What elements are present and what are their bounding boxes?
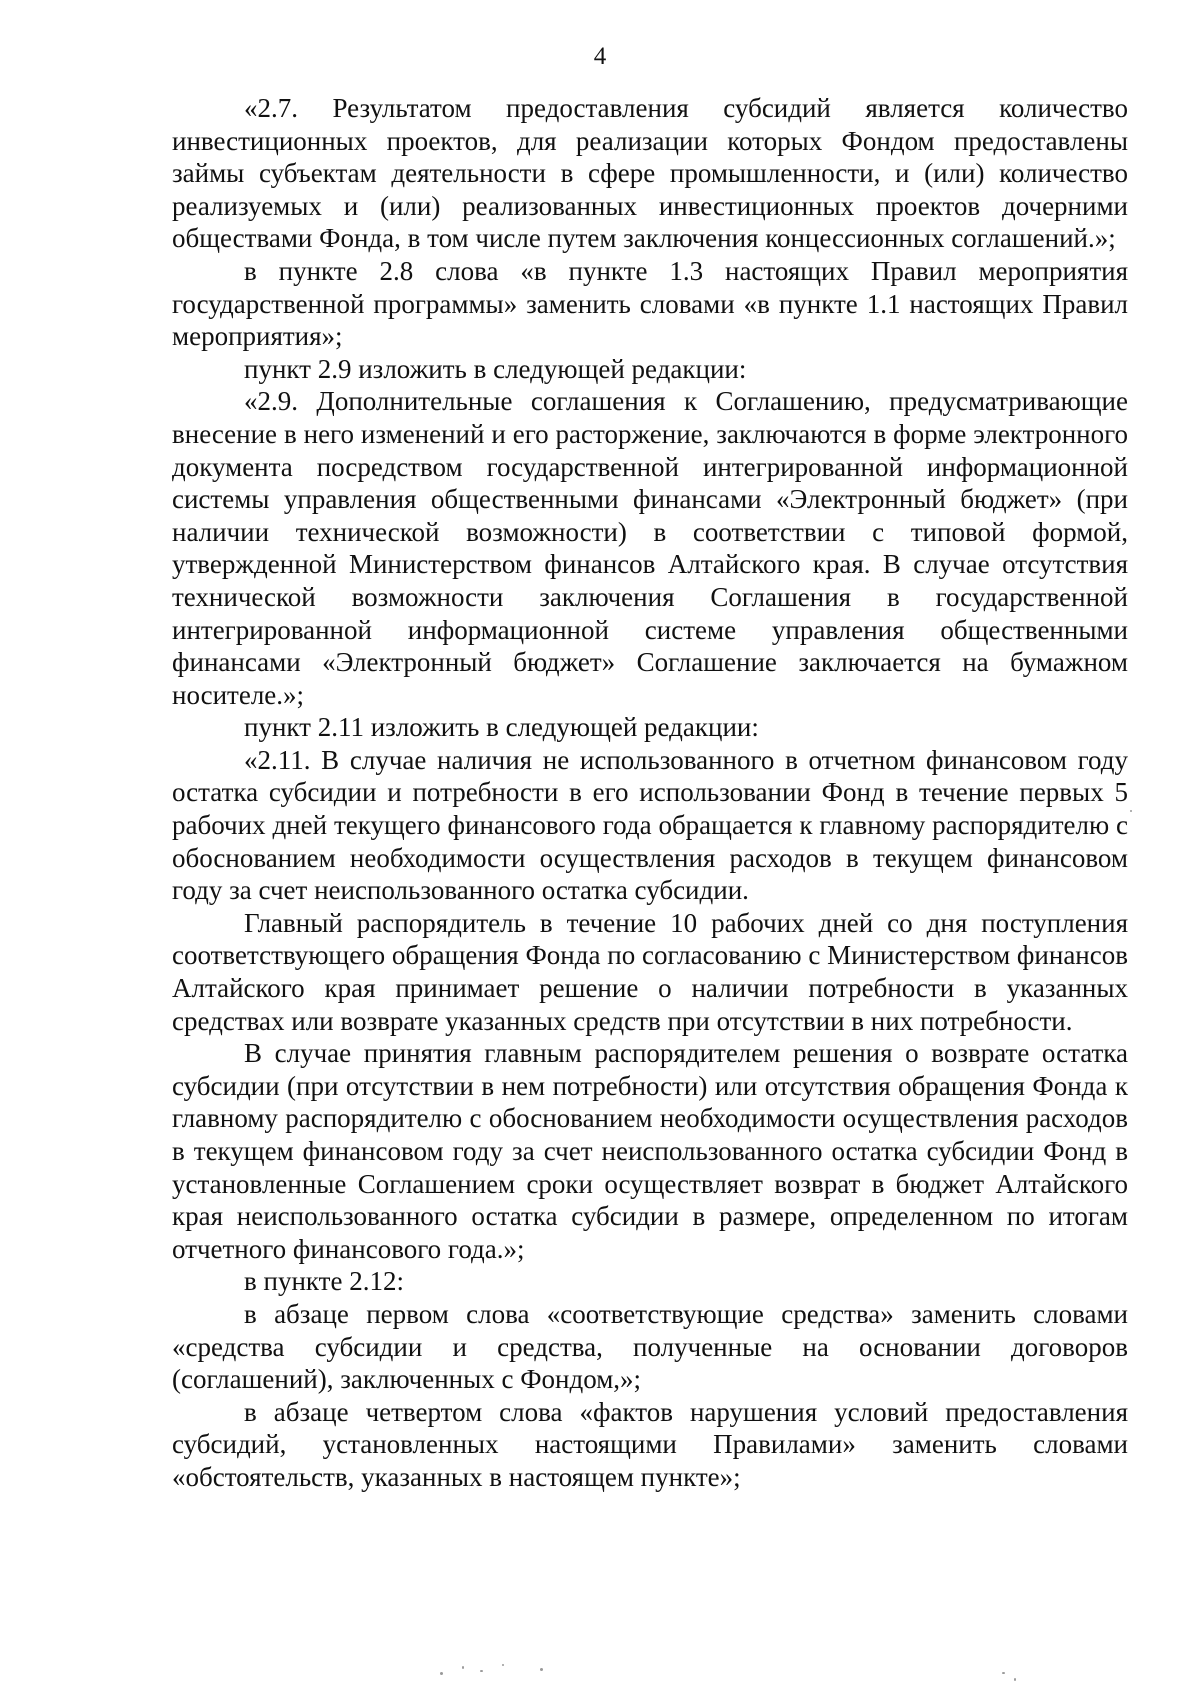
scan-speck	[462, 1666, 464, 1669]
paragraph-2-11: «2.11. В случае наличия не использованного в отчетном финансовом году остатка субсидии и потребности в его использовании Фонд в течение первых 5 рабочих дней текущего финансового года обращается к главному распорядителю с обоснованием необходимости осуществления расходов в текущем финансовом году за счет неиспользованного остатка субсидии.	[172, 744, 1128, 906]
paragraph-main-distributor: Главный распорядитель в течение 10 рабочих дней со дня поступления соответствующего обращения Фонда по согласованию с Министерством финансов Алтайского края принимает решение о наличии потребности в указанных средствах или возврате указанных средств при отсутствии в них потребности.	[172, 907, 1128, 1036]
scan-speck	[1002, 1672, 1005, 1674]
paragraph-refund-case: В случае принятия главным распорядителем решения о возврате остатка субсидии (при отсутствии в нем потребности) или отсутствия обращения Фонда к главному распорядителю с обоснованием необходимости осуществления расходов в текущем финансовом году за счет неиспользованного остатка субсидии Фонд в установленные Соглашением сроки осуществляет возврат в бюджет Алтайского края неиспользованного остатка субсидии в размере, определенном по итогам отчетного финансового года.»;	[172, 1038, 1128, 1264]
scan-speck	[480, 1670, 483, 1672]
paragraph-2-12-first: в абзаце первом слова «соответствующие средства» заменить словами «средства субсидии и средства, полученные на основании договоров (соглашений), заключенных с Фондом,»;	[172, 1298, 1128, 1395]
scan-speck	[540, 1668, 543, 1671]
paragraph-point-2-9-intro: пункт 2.9 изложить в следующей редакции:	[244, 353, 747, 384]
paragraph-point-2-12-intro: в пункте 2.12:	[244, 1266, 404, 1297]
scan-speck	[1130, 810, 1132, 812]
paragraph-2-12-fourth: в абзаце четвертом слова «фактов нарушения условий предоставления субсидий, установленных настоящими Правилами» заменить словами «обстоятельств, указанных в настоящем пункте»;	[172, 1396, 1128, 1492]
document-body	[172, 92, 1128, 1494]
scan-speck	[502, 1664, 504, 1666]
paragraph-2-9: «2.9. Дополнительные соглашения к Соглашению, предусматривающие внесение в него изменений и его расторжение, заключаются в форме электронного документа посредством государственной интегрированной информационной системы управления общественными финансами «Электронный бюджет» (при наличии технической возможности) в соответствии с типовой формой, утвержденной Министерством финансов Алтайского края. В случае отсутствия технической возможности заключения Соглашения в государственной интегрированной информационной системе управления общественными финансами «Электронный бюджет» Соглашение заключается на бумажном носителе.»;	[172, 386, 1128, 710]
paragraph-2-7: «2.7. Результатом предоставления субсидий является количество инвестиционных проектов, для реализации которых Фондом предоставлены займы субъектам деятельности в сфере промышленности, и (или) количество реализуемых и (или) реализованных инвестиционных проектов дочерними обществами Фонда, в том числе путем заключения концессионных соглашений.»;	[172, 93, 1128, 254]
paragraph-point-2-11-intro: пункт 2.11 изложить в следующей редакции:	[244, 712, 759, 743]
page-number: 4	[593, 43, 607, 70]
scan-speck	[1014, 1678, 1016, 1681]
scan-speck	[440, 1672, 443, 1675]
paragraph-point-2-8: в пункте 2.8 слова «в пункте 1.3 настоящих Правил мероприятия государственной программы» заменить словами «в пункте 1.1 настоящих Правил мероприятия»;	[172, 255, 1128, 352]
